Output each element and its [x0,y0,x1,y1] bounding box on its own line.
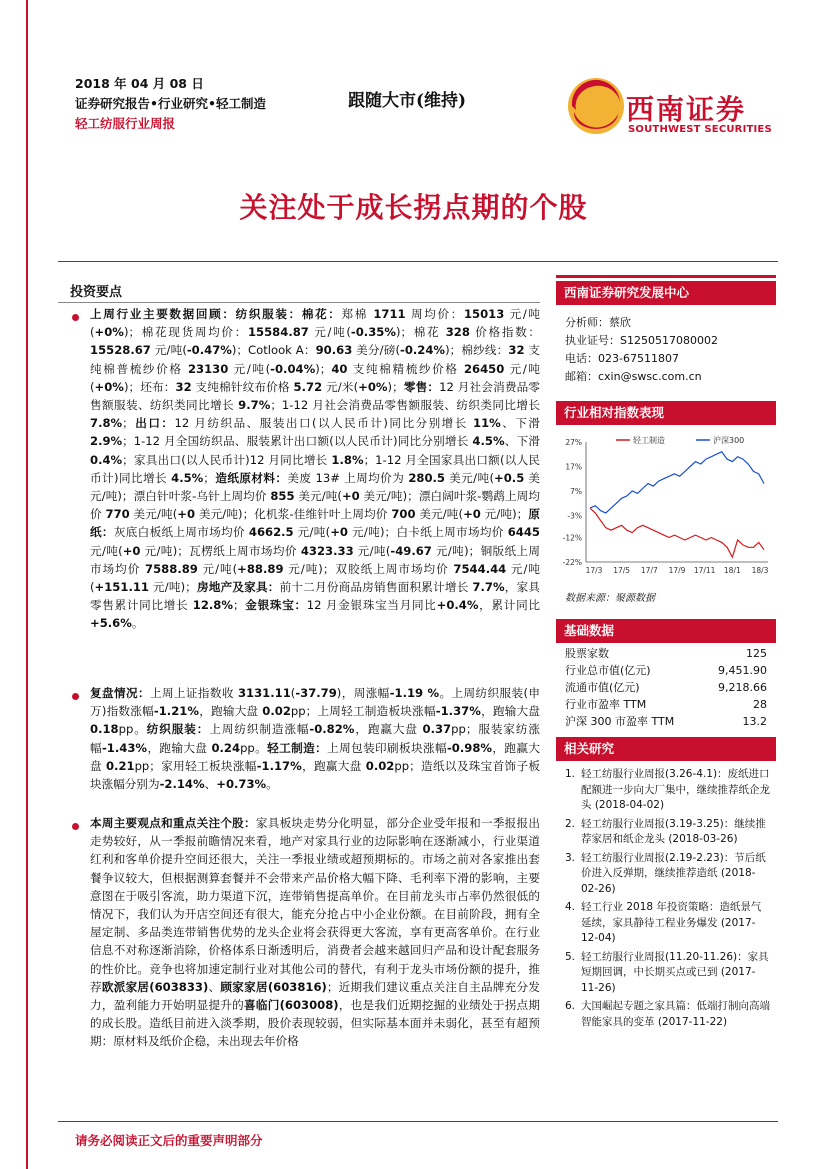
footer-rule [58,1121,778,1122]
series-line-0 [590,508,764,557]
logo-mark-icon [566,76,626,136]
basic-data-table [565,645,767,730]
bullet-icon [72,314,79,321]
research-center-bar: 西南证券研究发展中心 [556,281,776,305]
chart-source: 数据来源：聚源数据 [565,593,655,604]
bullet-icon [72,823,79,830]
basic-data-row: 沪深 300 市盈率 TTM 13.2 [565,715,767,728]
header-meta [75,74,266,134]
sidebar-top-rule [556,275,776,278]
y-tick-label: -22% [562,558,582,567]
report-type: 轻工纺服行业周报 [75,116,176,131]
chart-section-bar: 行业相对指数表现 [556,401,776,425]
analyst-email: 邮箱：cxin@swsc.com.cn [565,370,702,383]
paragraph-market-review: 复盘情况：上周上证指数收 3131.11(-37.79)，周涨幅-1.19 %。上周纺织服装(申万)指数涨幅-1.21%，跑输大盘 0.02pp；上周轻工制造板块涨幅-1.37%，跑输大盘 0.18pp。纺织服装：上周纺织制造涨幅-0.82%，跑赢大盘 0.37pp；服装家纺涨幅-1.43%，跑输大盘 0.24pp。轻工制造：上周包装印刷板块涨幅-0.98%，跑赢大盘 0.21pp；家用轻工板块涨幅-1.17%，跑赢大盘 0.02pp；造纸以及珠宝首饰子板块涨幅分别为-2.14%、+0.73%。 [90,686,541,792]
title-divider [58,261,778,262]
section-title: 投资要点 [70,285,123,300]
basic-data-row: 流通市值(亿元) 9,218.66 [565,681,767,694]
y-tick-label: -3% [567,511,582,521]
related-item[interactable]: 6. 大国崛起专题之家具篇：低端打制向高端智能家具的变革 (2017-11-22) [565,1000,770,1028]
x-tick-label: 17/3 [585,566,603,575]
report-date: 2018 年 04 月 08 日 [75,76,204,91]
y-tick-label: 17% [565,462,582,472]
section-underline [58,302,540,303]
relative-index-chart [556,430,778,585]
related-item[interactable]: 5. 轻工纺服行业周报(11.20-11.26)：家具短期回调，中长期买点或已到 (2017-11-26) [565,950,769,994]
footer-disclaimer: 请务必阅读正文后的重要声明部分 [75,1133,263,1148]
left-rule [26,0,28,1169]
basic-data-row: 行业总市值(亿元) 9,451.90 [565,664,767,677]
report-title: 关注处于成长拐点期的个股 [239,191,588,224]
basic-data-bar: 基础数据 [556,619,776,643]
x-tick-label: 18/3 [751,566,769,575]
series-line-1 [590,452,764,513]
rating: 跟随大市(维持) [348,91,467,111]
x-tick-label: 17/9 [668,566,686,575]
related-research-bar: 相关研究 [556,737,776,761]
bullet-icon [72,693,79,700]
logo-text-cn: 西南证券 [626,93,747,126]
related-item[interactable]: 3. 轻工纺服行业周报(2.19-2.23)：节后纸价进入反弹期，继续推荐造纸 (2018-02-26) [565,851,766,895]
y-tick-label: 7% [570,486,582,496]
paragraph-data-review: 上周行业主要数据回顾：纺织服装：棉花：郑棉 1711 周均价：15013 元/吨(+0%)；棉花现货周均价：15584.87 元/吨(-0.35%)；棉花 328 价格指数：15528.67 元/吨(-0.47%)；Cotlook A：90.63 美分/磅(-0.24%)；棉纱线：32 支纯棉普梳纱价格 23130 元/吨(-0.04%)；40 支纯棉精梳纱价格 26450 元/吨(+0%)；坯布：32 支纯棉针纹布价格 5.72 元/米(+0%)；零售：12 月社会消费品零售额服装、纺织类同比增长 9.7%；1-12 月社会消费品零售额服装、纺织类同比增长 7.8%；出口：12 月纺织品、服装出口(以人民币计)同比分别增长 11%、下滑 2.9%；1-12 月全国纺织品、服装累计出口额(以人民币计)同比分别增长 4.5%、下滑 0.4%；家具出口(以人民币计)12 月同比增长 1.8%；1-12 月全国家具出口额(以人民币计)同比增长 4.5%；造纸原材料：美废 13# 上周均价为 280.5 美元/吨(+0.5 美元/吨)；漂白针叶浆-乌针上周均价 855 美元/吨(+0 美元/吨)；漂白阔叶浆-鹦鹉上周均价 770 美元/吨(+0 美元/吨)；化机浆-佳维针叶上周均价 700 美元/吨(+0 元/吨)；原纸：灰底白板纸上周市场均价 4662.5 元/吨(+0 元/吨)；白卡纸上周市场均价 6445 元/吨(+0 元/吨)；瓦楞纸上周市场均价 4323.33 元/吨(-49.67 元/吨)；铜版纸上周市场均价 7588.89 元/吨(+88.89 元/吨)；双胶纸上周市场均价 7544.44 元/吨(+151.11 元/吨)；房地产及家具：前十二月份商品房销售面积累计增长 7.7%，家具零售累计同比增长 12.8%；金银珠宝：12 月金银珠宝当月同比+0.4%，累计同比+5.6%。 [90,307,541,631]
related-item[interactable]: 1. 轻工纺服行业周报(3.26-4.1)：废纸进口配额进一步向大厂集中，继续推荐纸企龙头 (2018-04-02) [565,768,770,811]
analyst-license: 执业证号：S1250517080002 [565,334,718,347]
y-tick-label: 27% [565,438,582,447]
paragraph-viewpoints: 本周主要观点和重点关注个股：家具板块走势分化明显，部分企业受年报和一季报报出走势较好，从一季报前瞻情况来看，地产对家具行业的边际影响在逐渐减小，行业渠道红利和客单价提升空间还很大，关注一季报业绩或超预期标的。市场之前对各家推出套餐争议较大，但根据测算套餐并不会带来产品价格大幅下降、毛利率下滑的影响，主要意图在于吸引客流，助力渠道下沉，连带销售提高单价。在目前龙头市占率仍然很低的情况下，我们认为开店空间还有很大，能充分抢占中小企业份额。在目前阶段，拥有全屋定制、多品类连带销售优势的龙头企业将会获得更大客流，享有更高客单价。在行业信息不对称逐渐消除，价格体系日渐透明后，消费者会越来越回归产品和设计配套服务的性价比。竞争也将加速定制行业对其他公司的替代，有利于龙头市场份额的提升，推荐欧派家居(603833)、顾家家居(603816)；近期我们建议重点关注自主品牌充分发力，盈利能力开始明显提升的喜临门(603008)，也是我们近期挖掘的业绩处于拐点期的成长股。造纸目前进入淡季期，股价表现较弱，但实际基本面并未弱化，甚至有超预期：原材料及纸价企稳，未出现去年价格 [90,816,540,1049]
legend-label: 轻工制造 [633,436,665,445]
x-tick-label: 17/7 [640,566,658,575]
analyst-phone: 电话：023-67511807 [565,352,679,365]
basic-data-row: 行业市盈率 TTM 28 [565,698,767,711]
related-research-list [565,767,770,1033]
related-item[interactable]: 2. 轻工纺服行业周报(3.19-3.25)：继续推荐家居和纸企龙头 (2018-03-26) [565,817,766,845]
x-tick-label: 17/11 [693,566,716,575]
report-category: 证券研究报告•行业研究•轻工制造 [75,96,266,111]
x-tick-label: 18/1 [723,566,741,575]
legend-label: 沪深300 [713,436,745,445]
analyst-name: 分析师：蔡欣 [565,316,631,329]
analyst-info [565,314,718,386]
y-tick-label: -12% [562,533,582,543]
related-item[interactable]: 4. 轻工行业 2018 年投资策略：造纸景气延续，家具静待工程业务爆发 (2017-12-04) [565,901,762,944]
logo-text-en: SOUTHWEST SECURITIES [628,124,772,135]
basic-data-row: 股票家数 125 [565,647,767,660]
x-tick-label: 17/5 [613,566,631,575]
